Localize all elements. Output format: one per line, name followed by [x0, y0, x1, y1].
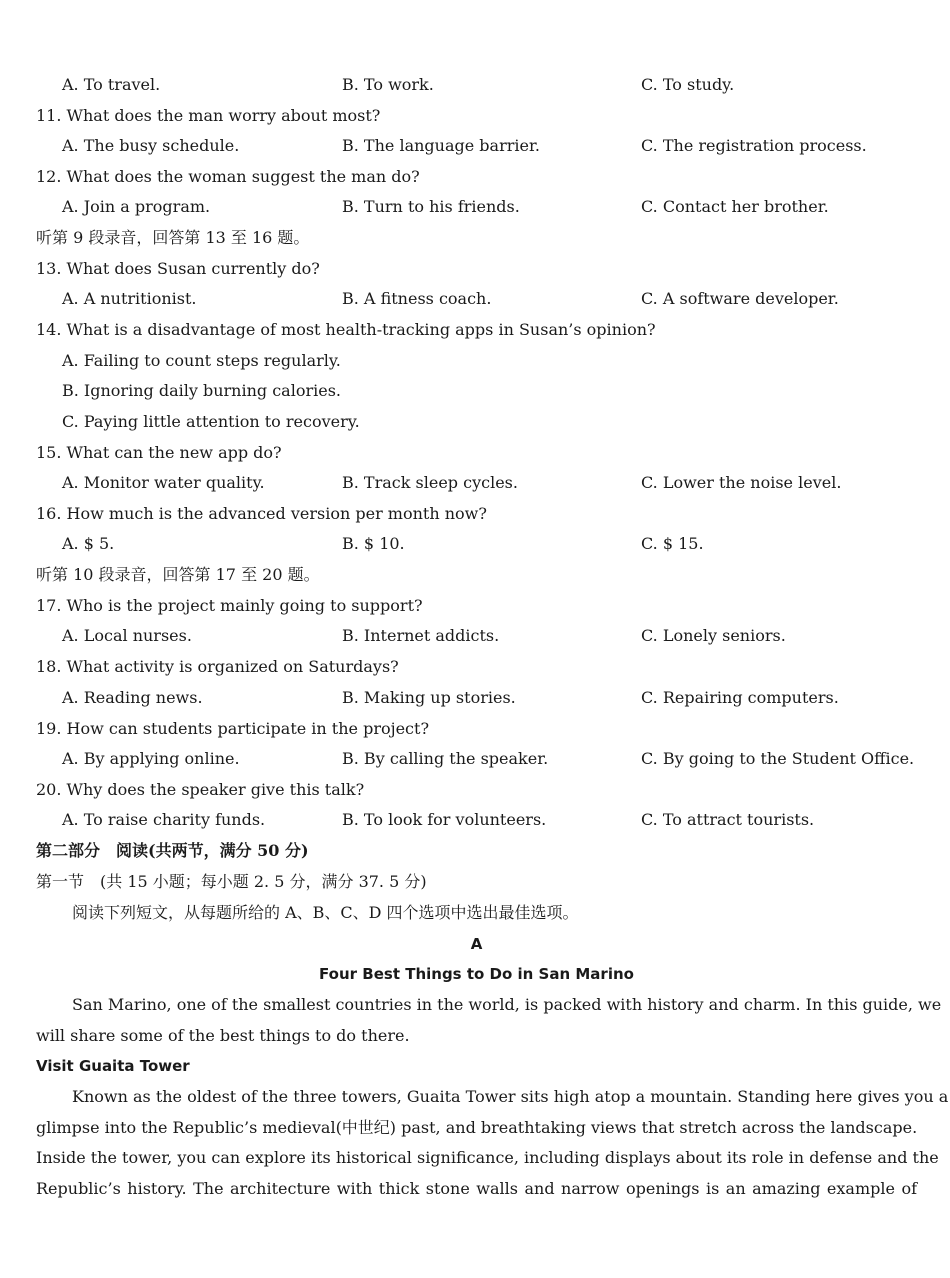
- question-20-stem: 20. Why does the speaker give this talk?: [36, 780, 365, 799]
- option-b: B. To work.: [342, 75, 434, 94]
- part-2-heading: 第二部分 阅读(共两节，满分 50 分): [36, 841, 309, 860]
- question-17-stem: 17. Who is the project mainly going to support?: [36, 596, 423, 615]
- passage-title: Four Best Things to Do in San Marino: [319, 965, 634, 983]
- option-a: A. Join a program.: [62, 197, 211, 216]
- option-b: B. Making up stories.: [342, 688, 516, 707]
- reading-instruction: 阅读下列短文，从每题所给的 A、B、C、D 四个选项中选出最佳选项。: [72, 903, 579, 922]
- section-1-heading: 第一节 (共 15 小题；每小题 2. 5 分，满分 37. 5 分): [36, 872, 427, 891]
- option-b: B. Track sleep cycles.: [342, 473, 518, 492]
- intro-line-1: San Marino, one of the smallest countries in the world, is packed with history and charm. In this guide, we: [72, 995, 942, 1014]
- question-12-stem: 12. What does the woman suggest the man do?: [36, 167, 420, 186]
- question-16-options: [62, 529, 917, 559]
- question-14-stem: 14. What is a disadvantage of most health-tracking apps in Susan’s opinion?: [36, 320, 656, 339]
- option-c: C. $ 15.: [641, 534, 704, 553]
- section-9-instruction: 听第 9 段录音，回答第 13 至 16 题。: [36, 228, 310, 247]
- option-b: B. $ 10.: [342, 534, 405, 553]
- passage-letter: A: [470, 935, 483, 953]
- question-19-stem: 19. How can students participate in the project?: [36, 719, 430, 738]
- option-a: A. Reading news.: [62, 688, 203, 707]
- option-c: C. Lonely seniors.: [641, 626, 786, 645]
- question-17-options: [62, 621, 917, 651]
- option-c: C. By going to the Student Office.: [641, 749, 915, 768]
- section-10-instruction: 听第 10 段录音，回答第 17 至 20 题。: [36, 565, 320, 584]
- question-15-stem: 15. What can the new app do?: [36, 443, 282, 462]
- option-c: C. The registration process.: [641, 136, 867, 155]
- question-14-option-b: B. Ignoring daily burning calories.: [62, 381, 341, 400]
- option-b: B. Internet addicts.: [342, 626, 500, 645]
- option-a: A. $ 5.: [62, 534, 115, 553]
- question-18-options: [62, 683, 917, 713]
- option-c: C. Lower the noise level.: [641, 473, 842, 492]
- option-b: B. Turn to his friends.: [342, 197, 520, 216]
- question-11-options: [62, 131, 917, 161]
- section-heading-guaita: Visit Guaita Tower: [36, 1057, 190, 1075]
- question-15-options: [62, 468, 917, 498]
- question-18-stem: 18. What activity is organized on Saturdays?: [36, 657, 399, 676]
- option-a: A. By applying online.: [62, 749, 240, 768]
- option-a: A. The busy schedule.: [62, 136, 240, 155]
- question-10-options: [62, 70, 917, 100]
- option-b: B. To look for volunteers.: [342, 810, 547, 829]
- body-line-3: Inside the tower, you can explore its historical significance, including displays about its role in defense and the: [36, 1148, 939, 1167]
- body-line-4: Republic’s history. The architecture with thick stone walls and narrow openings is an amazing example of: [36, 1179, 917, 1198]
- question-13-options: [62, 284, 917, 314]
- question-14-option-c: C. Paying little attention to recovery.: [62, 412, 360, 431]
- question-11-stem: 11. What does the man worry about most?: [36, 106, 381, 125]
- option-c: C. To attract tourists.: [641, 810, 815, 829]
- question-19-options: [62, 744, 917, 774]
- question-12-options: [62, 192, 917, 222]
- option-a: A. Local nurses.: [62, 626, 192, 645]
- option-c: C. Contact her brother.: [641, 197, 829, 216]
- question-14-option-a: A. Failing to count steps regularly.: [62, 351, 341, 370]
- question-16-stem: 16. How much is the advanced version per month now?: [36, 504, 487, 523]
- body-line-2: glimpse into the Republic’s medieval(中世纪) past, and breathtaking views that stretch across the landscape.: [36, 1118, 918, 1137]
- question-13-stem: 13. What does Susan currently do?: [36, 259, 320, 278]
- option-a: A. Monitor water quality.: [62, 473, 265, 492]
- body-line-1: Known as the oldest of the three towers, Guaita Tower sits high atop a mountain. Standing here gives you a: [72, 1087, 949, 1106]
- option-c: C. To study.: [641, 75, 735, 94]
- intro-line-2: will share some of the best things to do there.: [36, 1026, 410, 1045]
- option-c: C. A software developer.: [641, 289, 839, 308]
- question-20-options: [62, 805, 917, 835]
- option-b: B. By calling the speaker.: [342, 749, 549, 768]
- option-c: C. Repairing computers.: [641, 688, 839, 707]
- option-a: A. To raise charity funds.: [62, 810, 266, 829]
- option-a: A. A nutritionist.: [62, 289, 197, 308]
- option-a: A. To travel.: [62, 75, 161, 94]
- option-b: B. The language barrier.: [342, 136, 540, 155]
- option-b: B. A fitness coach.: [342, 289, 492, 308]
